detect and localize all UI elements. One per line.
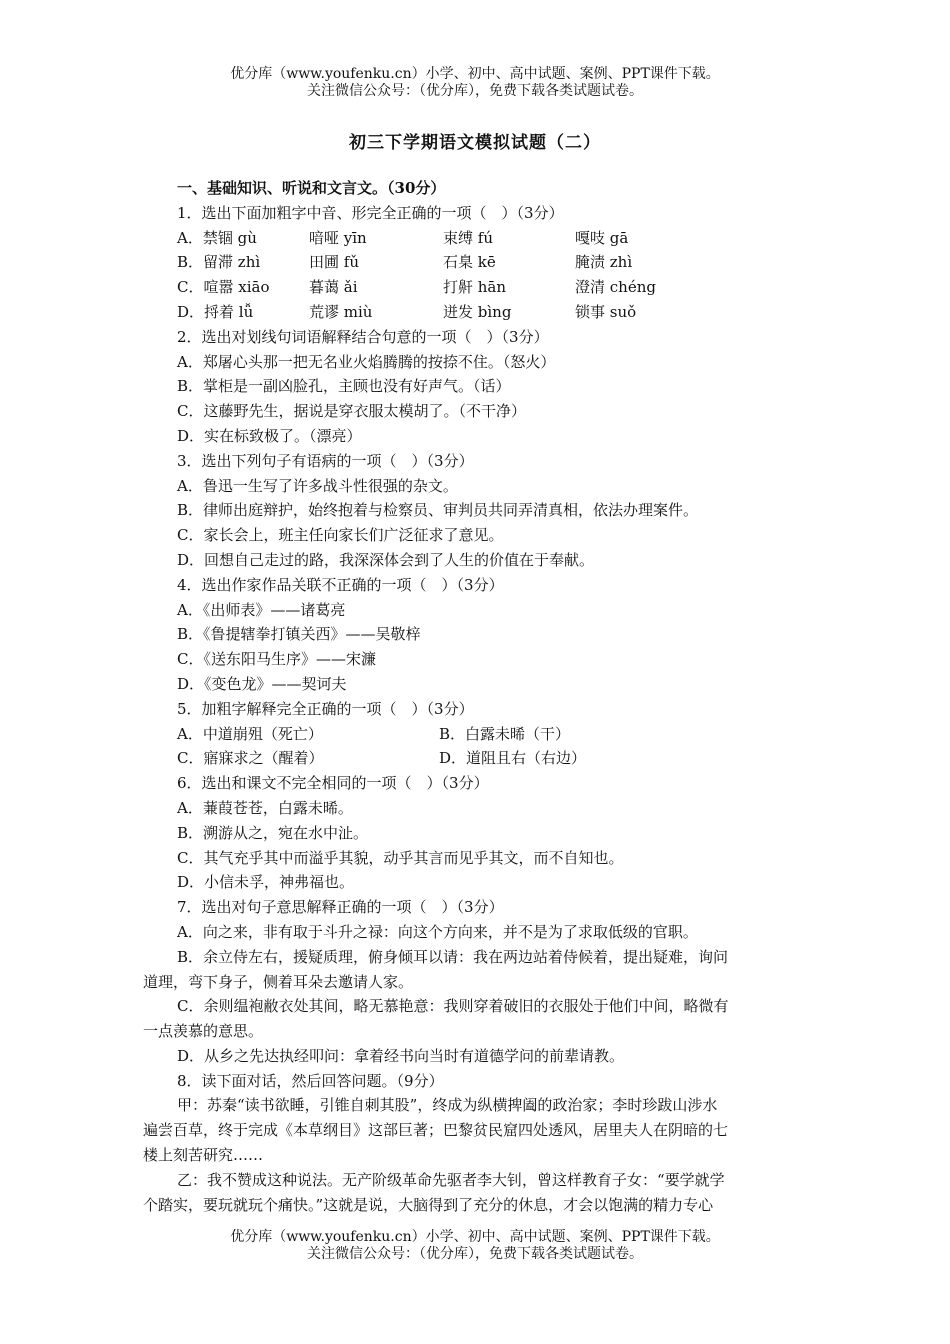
question-5-row-1 <box>143 722 808 747</box>
option-cell: 锁事 suǒ <box>575 302 637 321</box>
option-cell: 嘎吱 gā <box>575 228 629 247</box>
question-3-option-c: C．家长会上，班主任向家长们广泛征求了意见。 <box>177 526 504 545</box>
option-cell: 田圃 fǔ <box>309 253 359 272</box>
dialogue-yi-line-1: 乙：我不赞成这种说法。无产阶级革命先驱者李大钊，曾这样教育子女：“要学就学 <box>177 1170 725 1189</box>
dialogue-jia-line-1: 甲：苏秦“读书欲睡，引锥自刺其股”，终成为纵横捭阖的政治家；李时珍跋山涉水 <box>177 1096 718 1115</box>
option-cell: 喑哑 yīn <box>309 228 367 247</box>
dialogue-yi-line-2: 个踏实，要玩就玩个痛快。”这就是说，大脑得到了充分的休息，才会以饱满的精力专心 <box>143 1195 714 1214</box>
option-cell: 荒谬 miù <box>309 302 373 321</box>
question-5-row-2 <box>143 746 808 771</box>
question-1-row-c <box>143 275 808 300</box>
header-line-2: 关注微信公众号：（优分库），免费下载各类试题试卷。 <box>307 83 643 99</box>
question-7-option-c-line-2: 一点羡慕的意思。 <box>143 1022 264 1041</box>
option-cell: 石臬 kē <box>443 253 496 272</box>
option-cell: 暮蔼 ǎi <box>309 278 358 297</box>
question-6-option-b: B．溯游从之，宛在水中沚。 <box>177 823 369 842</box>
dialogue-jia-line-2: 遍尝百草，终于完成《本草纲目》这部巨著；巴黎贫民窟四处透风，居里夫人在阴暗的七 <box>143 1121 729 1140</box>
question-2-stem: 2．选出对划线句词语解释结合句意的一项（ ）（3分） <box>177 327 549 346</box>
question-1-row-d <box>143 300 808 325</box>
question-1-row-b <box>143 250 808 275</box>
option-cell: B．留滞 zhì <box>177 253 261 272</box>
question-5-option-b: B．白露未晞（干） <box>439 724 571 743</box>
question-8-stem: 8．读下面对话，然后回答问题。（9分） <box>177 1071 444 1090</box>
section-heading: 一、基础知识、听说和文言文。（30分） <box>177 179 446 197</box>
question-6-stem: 6．选出和课文不完全相同的一项（ ）（3分） <box>177 774 489 793</box>
question-3-option-b: B．律师出庭辩护，始终抱着与检察员、审判员共同弄清真相，依法办理案件。 <box>177 501 699 520</box>
question-7-option-c-line-1: C．余则缊袍敝衣处其间，略无慕艳意：我则穿着破旧的衣服处于他们中间，略微有 <box>177 997 729 1016</box>
footer-line-2: 关注微信公众号：（优分库），免费下载各类试题试卷。 <box>307 1246 643 1262</box>
option-cell: 束缚 fú <box>443 228 493 247</box>
question-4-stem: 4．选出作家作品关联不正确的一项（ ）（3分） <box>177 575 504 594</box>
question-7-stem: 7．选出对句子意思解释正确的一项（ ）（3分） <box>177 898 504 917</box>
question-5-option-d: D．道阻且右（右边） <box>439 749 587 768</box>
question-7-option-a: A．向之来，非有取于斗升之禄：向这个方向来，并不是为了求取低级的官职。 <box>177 922 698 941</box>
question-6-option-c: C．其气充乎其中而溢乎其貌，动乎其言而见乎其文，而不自知也。 <box>177 848 624 867</box>
question-4-option-d: D．《变色龙》——契诃夫 <box>177 674 347 693</box>
question-5-stem: 5．加粗字解释完全正确的一项（ ）（3分） <box>177 699 474 718</box>
question-3-option-a: A．鲁迅一生写了许多战斗性很强的杂文。 <box>177 476 458 495</box>
question-1-row-a <box>143 226 808 251</box>
question-3-stem: 3．选出下列句子有语病的一项（ ）（3分） <box>177 451 474 470</box>
page-title: 初三下学期语文模拟试题（二） <box>349 133 601 153</box>
question-5-option-a: A．中道崩殂（死亡） <box>177 724 323 743</box>
page-footer <box>0 1229 950 1263</box>
question-2-option-d: D．实在标致极了。（漂亮） <box>177 426 362 445</box>
header-line-1: 优分库（www.youfenku.cn）小学、初中、高中试题、案例、PPT课件下载。 <box>230 66 720 82</box>
question-2-option-c: C．这藤野先生，据说是穿衣服太模胡了。（不干净） <box>177 402 526 421</box>
option-cell: 打鼾 hān <box>443 278 507 297</box>
dialogue-jia-line-3: 楼上刻苦研究…… <box>143 1146 264 1165</box>
question-5-option-c: C．寤寐求之（醒着） <box>177 749 324 768</box>
page-header <box>0 66 950 100</box>
option-cell: A．禁锢 gù <box>177 228 257 247</box>
question-3-option-d: D．回想自己走过的路，我深深体会到了人生的价值在于奉献。 <box>177 550 595 569</box>
question-1-stem: 1．选出下面加粗字中音、形完全正确的一项（ ）（3分） <box>177 203 564 222</box>
question-7-option-b-line-1: B．余立侍左右，援疑质理，俯身倾耳以请：我在两边站着侍候着，提出疑难，询问 <box>177 947 729 966</box>
option-cell: 迸发 bìng <box>443 302 512 321</box>
question-4-option-a: A．《出师表》——诸葛亮 <box>177 600 346 619</box>
question-4-option-c: C．《送东阳马生序》——宋濂 <box>177 650 376 669</box>
footer-line-1: 优分库（www.youfenku.cn）小学、初中、高中试题、案例、PPT课件下载。 <box>230 1229 720 1245</box>
question-7-option-b-line-2: 道理，弯下身子，侧着耳朵去邀请人家。 <box>143 972 414 991</box>
option-cell: 澄清 chéng <box>575 278 656 297</box>
question-2-option-b: B．掌柜是一副凶脸孔，主顾也没有好声气。（话） <box>177 377 511 396</box>
option-cell: D．捋着 lǚ <box>177 302 254 321</box>
question-4-option-b: B．《鲁提辖拳打镇关西》——吴敬梓 <box>177 625 421 644</box>
question-6-option-d: D．小信未孚，神弗福也。 <box>177 873 355 892</box>
question-2-option-a: A．郑屠心头那一把无名业火焰腾腾的按捺不住。（怒火） <box>177 352 556 371</box>
option-cell: 腌渍 zhì <box>575 253 633 272</box>
option-cell: C．喧嚣 xiāo <box>177 278 270 297</box>
question-6-option-a: A．蒹葭苍苍，白露未晞。 <box>177 798 353 817</box>
document-body <box>143 176 808 1217</box>
question-7-option-d: D．从乡之先达执经叩问：拿着经书向当时有道德学问的前辈请教。 <box>177 1046 625 1065</box>
